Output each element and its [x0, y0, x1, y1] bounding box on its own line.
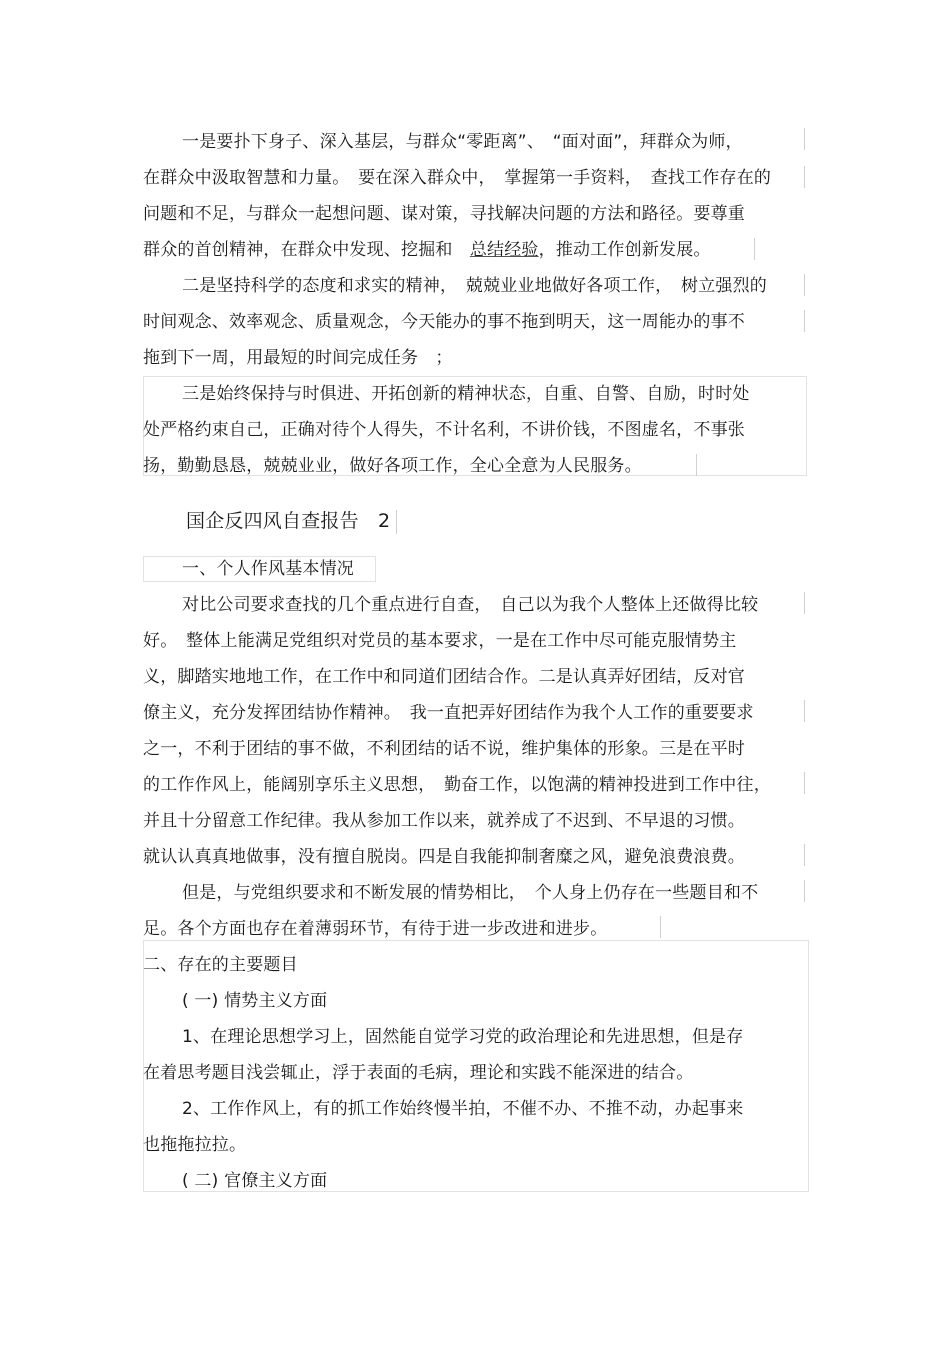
margin-rule: [804, 772, 805, 794]
underlined-phrase: 总结经验: [469, 240, 539, 260]
margin-rule: [804, 592, 805, 614]
paragraph-line: 之一，不利于团结的事不做，不利团结的话不说，维护集体的形象。三是在平时: [143, 739, 745, 759]
subsection-heading: ( 二) 官僚主义方面: [182, 1171, 328, 1191]
paragraph-line: 三是始终保持与时俱进、开拓创新的精神状态，自重、自警、自励，时时处: [182, 384, 750, 404]
paragraph-line: 时间观念、效率观念、质量观念，今天能办的事不拖到明天，这一周能办的事不: [143, 312, 745, 332]
paragraph-line: 拖到下一周，用最短的时间完成任务 ；: [143, 348, 453, 368]
margin-rule: [754, 238, 755, 260]
paragraph-line: 一是要扑下身子、深入基层，与群众“零距离”、 “面对面”，拜群众为师，: [182, 132, 743, 152]
paragraph-line: 扬，勤勤恳恳，兢兢业业，做好各项工作，全心全意为人民服务。: [143, 456, 642, 476]
paragraph-line: 就认认真真地做事，没有擅自脱岗。四是自我能抑制奢糜之风，避免浪费浪费。: [143, 847, 745, 867]
margin-rule: [804, 880, 805, 902]
paragraph-line: 二是坚持科学的态度和求实的精神， 兢兢业业地做好各项工作， 树立强烈的: [182, 276, 767, 296]
line-text: 群众的首创精神，在群众中发现、挖掘和: [143, 240, 470, 260]
margin-rule: [804, 166, 805, 188]
report-title: 国企反四风自查报告 2: [186, 510, 391, 532]
margin-rule: [396, 510, 397, 534]
paragraph-line: 1、在理论思想学习上，固然能自觉学习党的政治理论和先进思想，但是存: [182, 1027, 744, 1047]
margin-rule: [804, 700, 805, 722]
paragraph-line: 的工作作风上，能阔别享乐主义思想， 勤奋工作，以饱满的精神投进到工作中往，: [143, 775, 771, 795]
margin-rule: [660, 916, 661, 938]
paragraph-line: 僚主义，充分发挥团结协作精神。 我一直把弄好团结作为我个人工作的重要要求: [143, 703, 754, 723]
paragraph-line: 但是，与党组织要求和不断发展的情势相比， 个人身上仍存在一些题目和不: [182, 883, 759, 903]
paragraph-line: 对比公司要求查找的几个重点进行自查， 自己以为我个人整体上还做得比较: [182, 595, 759, 615]
subsection-heading: ( 一) 情势主义方面: [182, 991, 328, 1011]
paragraph-line: 问题和不足，与群众一起想问题、谋对策，寻找解决问题的方法和路径。要尊重: [143, 204, 745, 224]
section-heading: 二、存在的主要题目: [143, 955, 298, 975]
paragraph-line: 也拖拖拉拉。: [143, 1135, 247, 1155]
paragraph-line: 在群众中汲取智慧和力量。 要在深入群众中， 掌握第一手资料， 查找工作存在的: [143, 168, 772, 188]
paragraph-line: 义，脚踏实地地工作，在工作中和同道们团结合作。二是认真弄好团结，反对官: [143, 667, 745, 687]
margin-rule: [804, 310, 805, 332]
paragraph-line: 足。各个方面也存在着薄弱环节，有待于进一步改进和进步。: [143, 919, 608, 939]
line-text: ，推动工作创新发展。: [538, 240, 711, 260]
margin-rule: [804, 844, 805, 866]
paragraph-line: 在着思考题目浅尝辄止，浮于表面的毛病，理论和实践不能深进的结合。: [143, 1063, 694, 1083]
paragraph-line: [143, 232, 711, 268]
margin-rule: [804, 274, 805, 296]
paragraph-line: 并且十分留意工作纪律。我从参加工作以来，就养成了不迟到、不早退的习惯。: [143, 811, 745, 831]
section-heading: 一、个人作风基本情况: [182, 559, 354, 579]
margin-rule: [804, 128, 805, 150]
paragraph-line: 处严格约束自己，正确对待个人得失，不计名利，不讲价钱，不图虚名，不事张: [143, 420, 745, 440]
margin-rule: [696, 454, 697, 476]
paragraph-line: 2、工作作风上，有的抓工作始终慢半拍，不催不办、不推不动，办起事来: [182, 1099, 744, 1119]
paragraph-line: 好。 整体上能满足党组织对党员的基本要求，一是在工作中尽可能克服情势主: [143, 631, 737, 651]
